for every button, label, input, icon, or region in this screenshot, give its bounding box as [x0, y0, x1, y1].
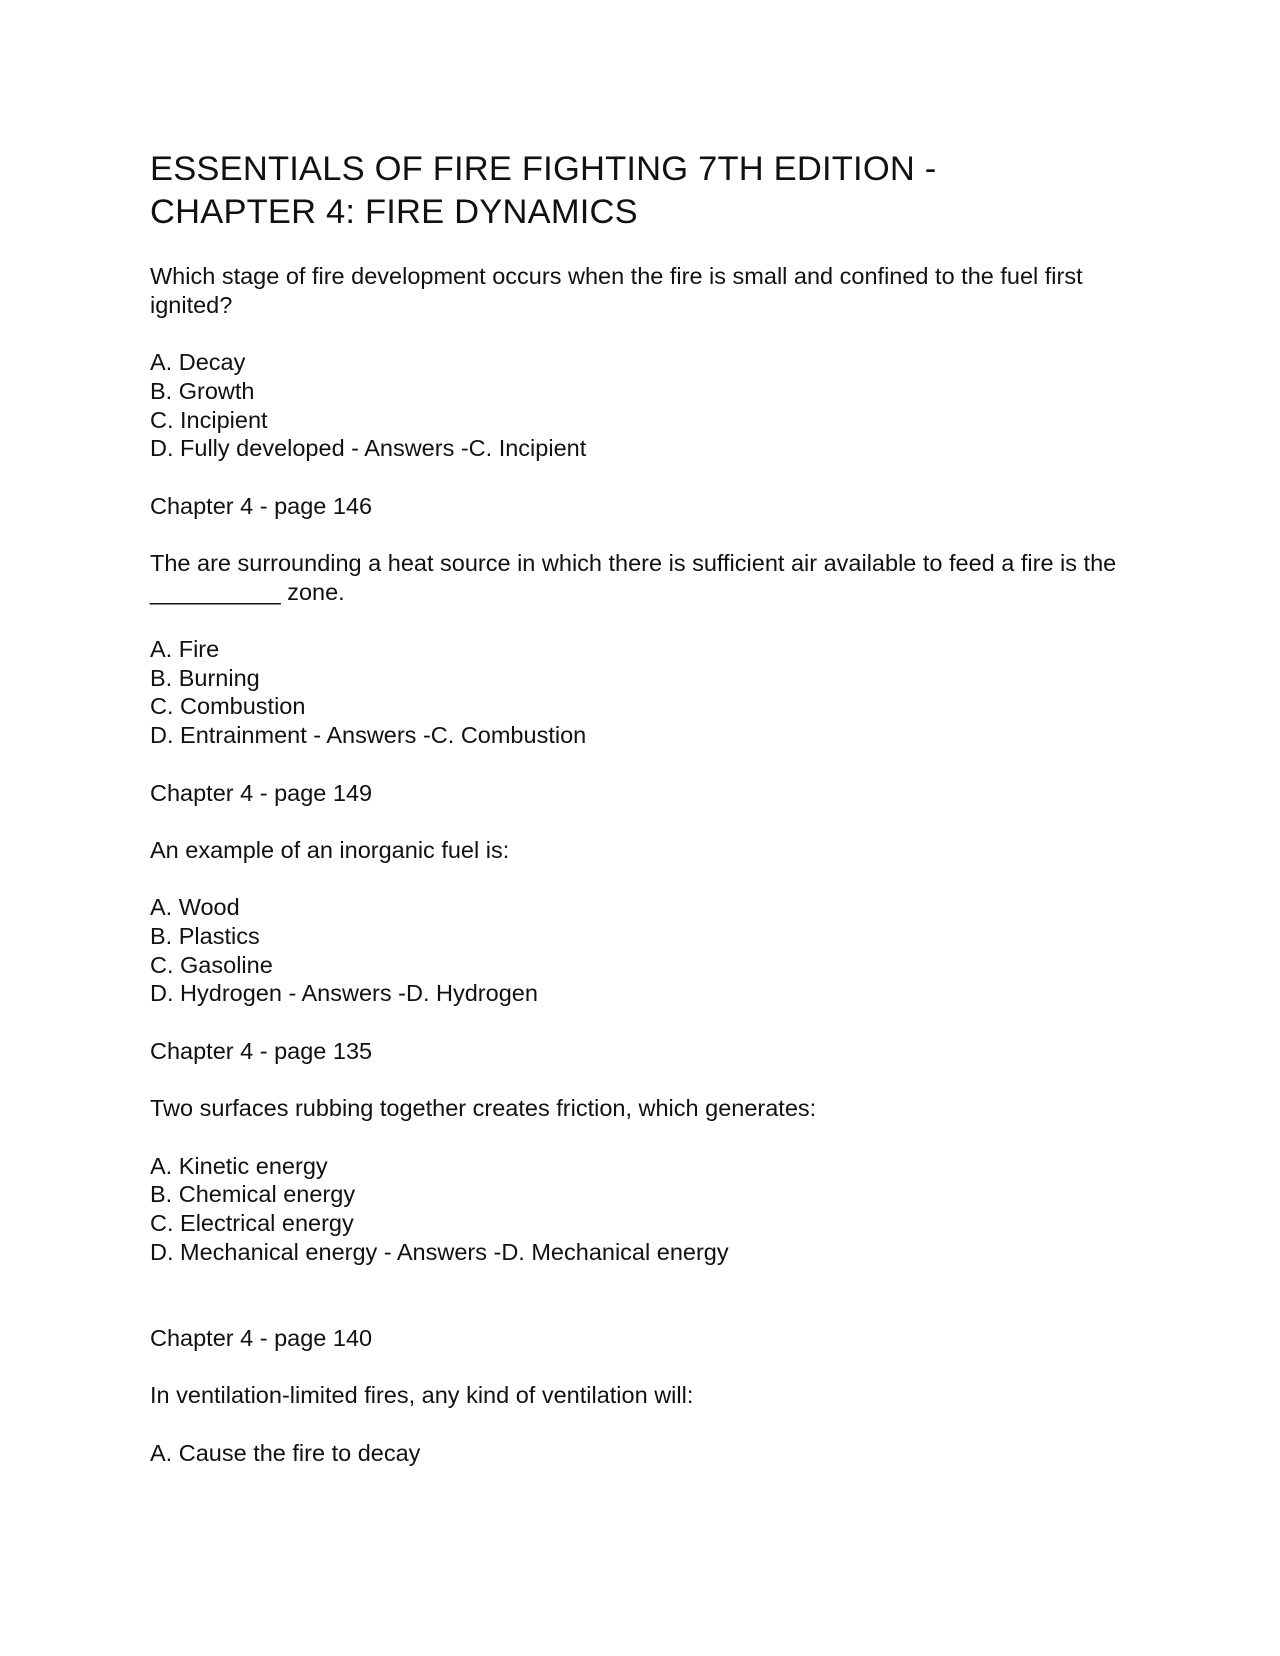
- title-line-1: ESSENTIALS OF FIRE FIGHTING 7TH EDITION -: [150, 150, 937, 188]
- question-5-options: [150, 1439, 1140, 1468]
- question-1: Which stage of fire development occurs when the fire is small and confined to the fuel first ignited?: [150, 263, 1083, 318]
- document-page: [150, 148, 1140, 1467]
- option: C. Incipient: [150, 406, 268, 433]
- question-4-options: [150, 1152, 1140, 1267]
- option: C. Gasoline: [150, 951, 273, 978]
- option: A. Fire: [150, 636, 220, 663]
- option: B. Burning: [150, 664, 260, 691]
- option: A. Cause the fire to decay: [150, 1439, 421, 1466]
- option-with-answer: D. Hydrogen - Answers -D. Hydrogen: [150, 980, 538, 1007]
- option: B. Chemical energy: [150, 1181, 356, 1208]
- question-3-options: [150, 893, 1140, 1008]
- question-2-options: [150, 635, 1140, 750]
- option: B. Growth: [150, 377, 255, 404]
- option-with-answer: D. Fully developed - Answers -C. Incipient: [150, 435, 587, 462]
- document-title: [150, 148, 1140, 234]
- question-4: Two surfaces rubbing together creates friction, which generates:: [150, 1095, 817, 1122]
- option-with-answer: D. Entrainment - Answers -C. Combustion: [150, 722, 587, 749]
- option: C. Electrical energy: [150, 1210, 354, 1237]
- option-with-answer: D. Mechanical energy - Answers -D. Mechanical energy: [150, 1238, 729, 1265]
- question-1-options: [150, 348, 1140, 463]
- option: B. Plastics: [150, 923, 260, 950]
- title-line-2: CHAPTER 4: FIRE DYNAMICS: [150, 193, 638, 231]
- question-5: In ventilation-limited fires, any kind of ventilation will:: [150, 1382, 694, 1409]
- option: A. Decay: [150, 349, 246, 376]
- page-reference: Chapter 4 - page 149: [150, 779, 373, 806]
- question-3: An example of an inorganic fuel is:: [150, 836, 510, 863]
- option: A. Kinetic energy: [150, 1152, 328, 1179]
- option: C. Combustion: [150, 693, 306, 720]
- option: A. Wood: [150, 894, 240, 921]
- question-2: The are surrounding a heat source in which there is sufficient air available to feed a fire is the __________ zone.: [150, 549, 1117, 605]
- page-reference: Chapter 4 - page 135: [150, 1037, 373, 1064]
- page-reference: Chapter 4 - page 140: [150, 1324, 373, 1351]
- page-reference: Chapter 4 - page 146: [150, 492, 373, 519]
